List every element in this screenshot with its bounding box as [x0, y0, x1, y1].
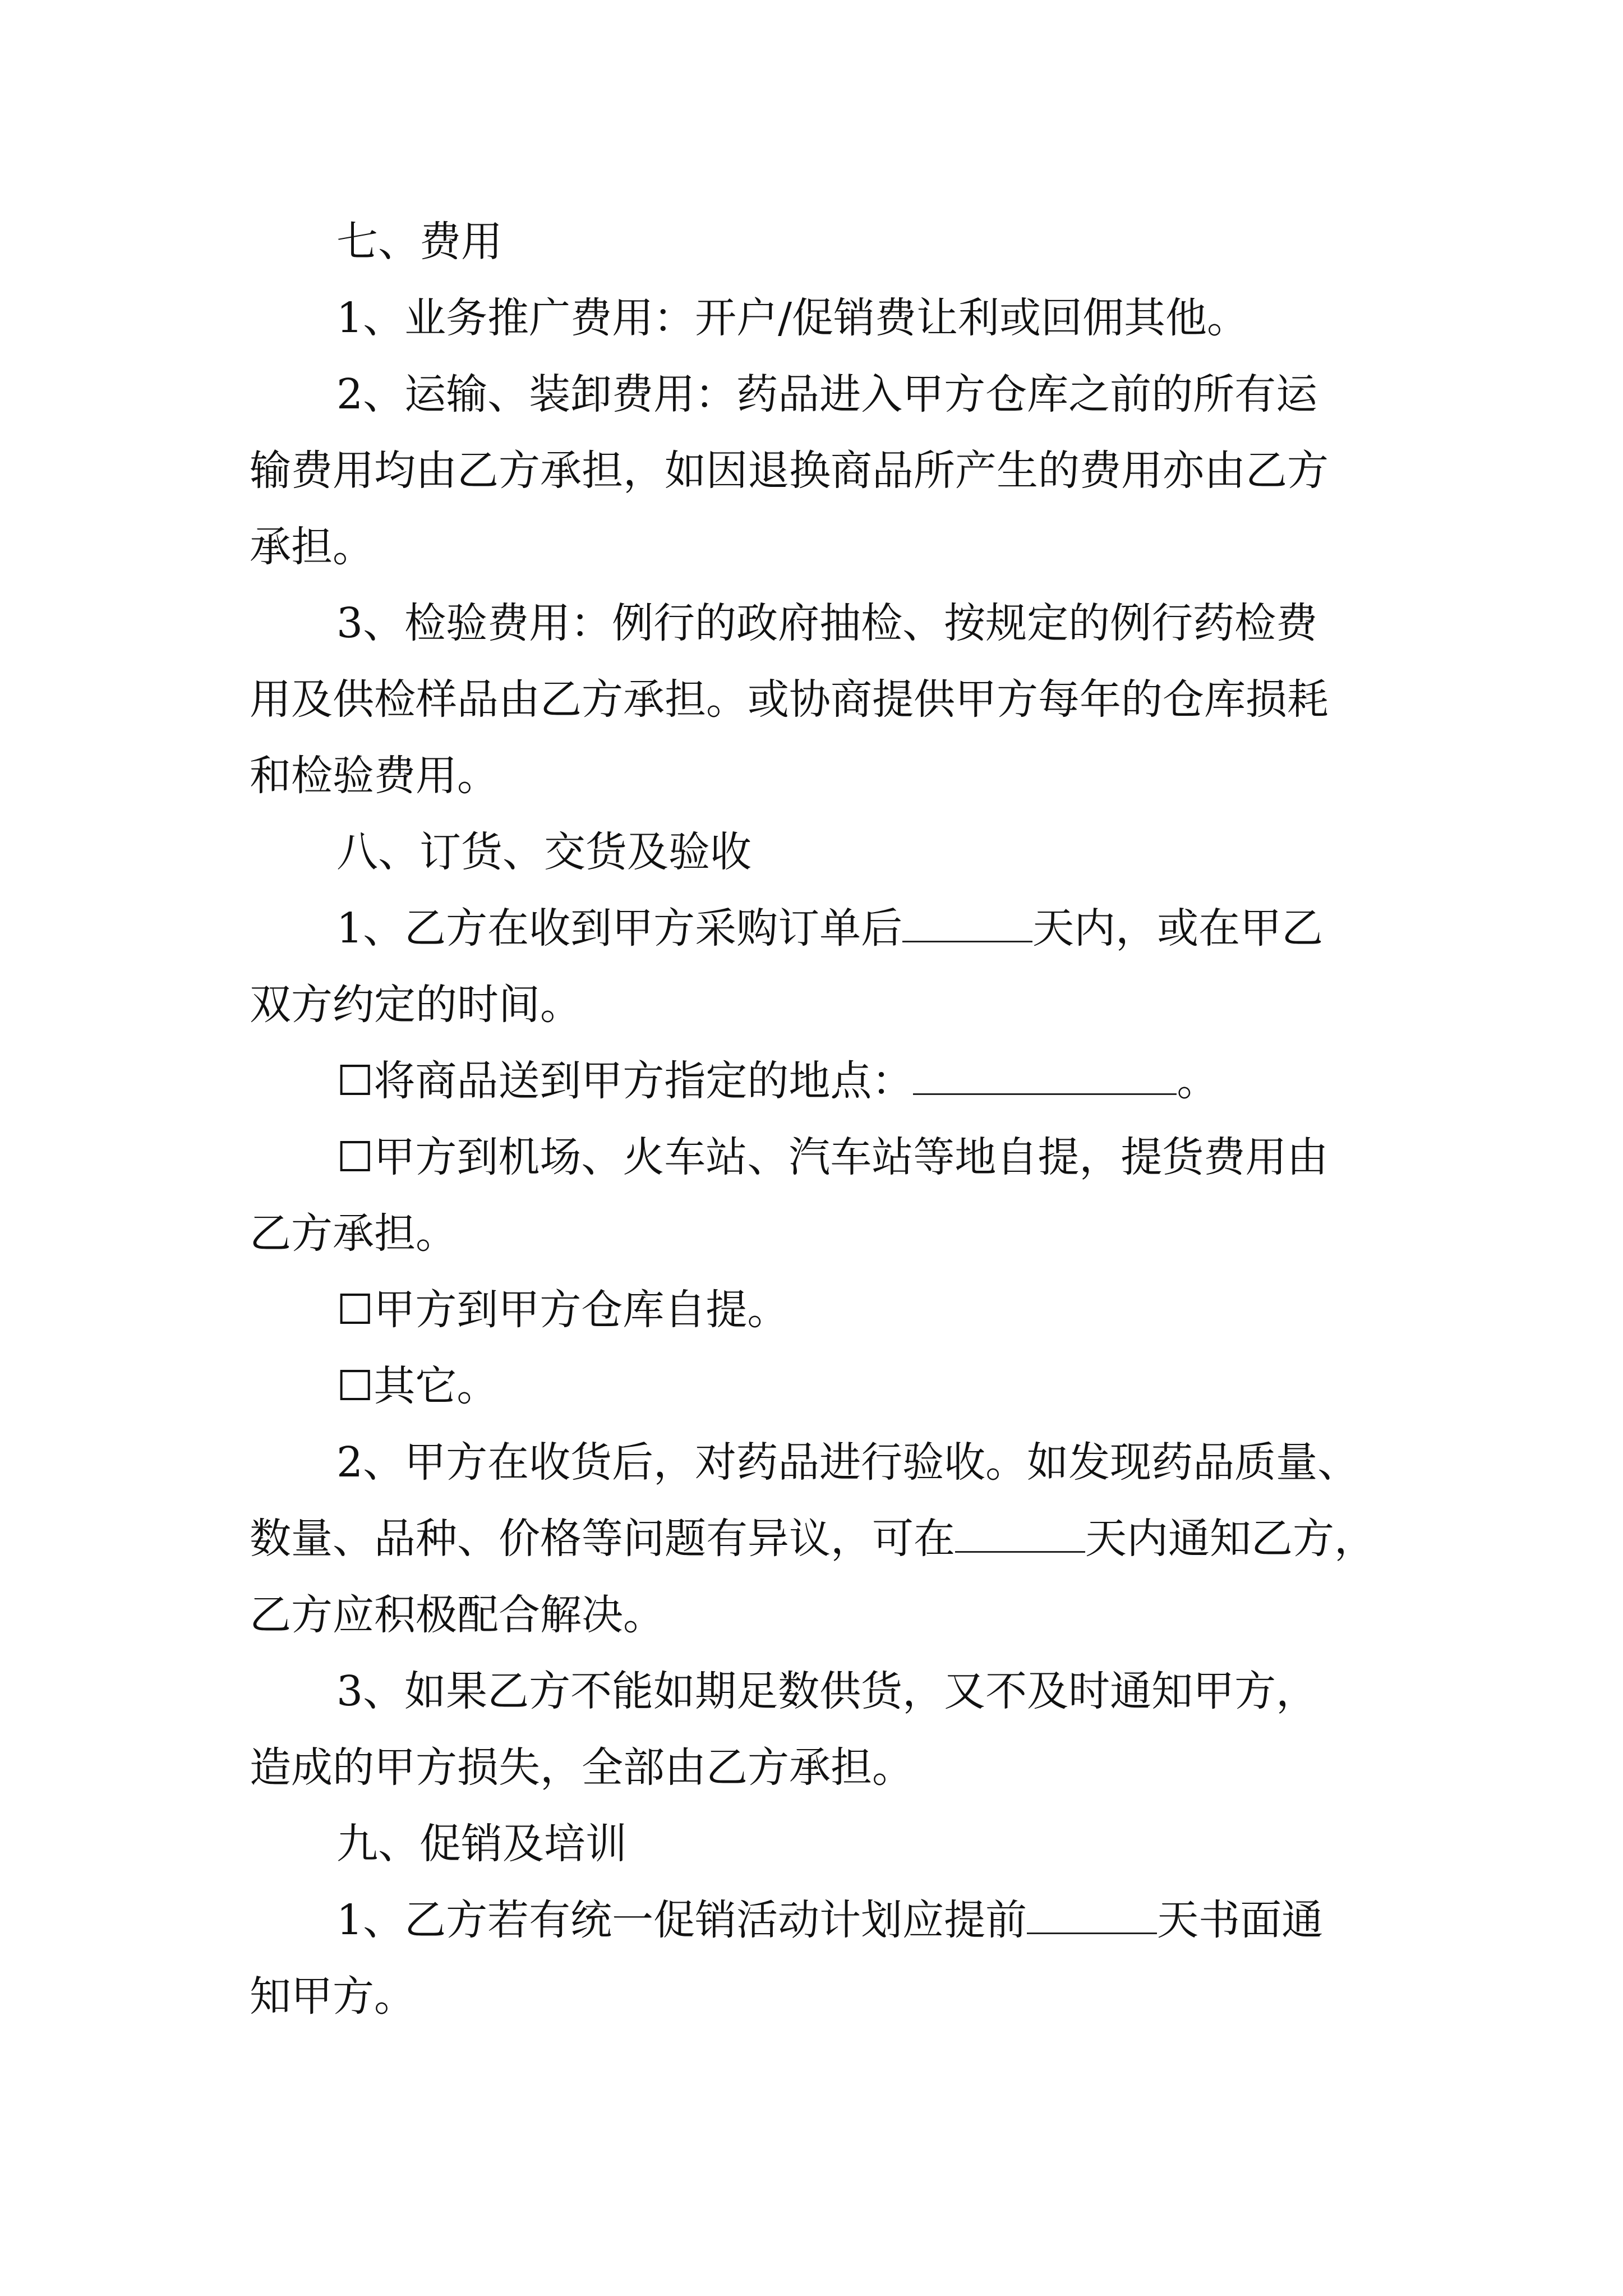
checkbox-option-warehouse-pickup: ☐甲方到甲方仓库自提。 — [336, 1286, 789, 1334]
text-segment: 数量、品种、价格等问题有异议，可在 — [250, 1515, 955, 1563]
section-heading-ordering: 八、订货、交货及验收 — [336, 828, 751, 876]
fill-blank-days — [1027, 1901, 1157, 1934]
section-heading-promotion: 九、促销及培训 — [336, 1820, 627, 1868]
paragraph-line: 造成的甲方损失，全部由乙方承担。 — [250, 1743, 914, 1792]
fill-blank-days — [902, 909, 1032, 942]
paragraph-line — [336, 1895, 1323, 1945]
paragraph-line: 和检验费用。 — [250, 752, 499, 800]
paragraph-line: 用及供检样品由乙方承担。或协商提供甲方每年的仓库损耗 — [250, 675, 1329, 724]
paragraph-line: 知甲方。 — [250, 1972, 416, 2021]
paragraph-line: 3、检验费用：例行的政府抽检、按规定的例行药检费 — [336, 599, 1318, 647]
fill-blank-location — [913, 1062, 1177, 1095]
paragraph-line: 双方约定的时间。 — [250, 981, 582, 1029]
text-segment: 1、乙方在收到甲方采购订单后 — [336, 904, 903, 953]
paragraph-line: 输费用均由乙方承担，如因退换商品所产生的费用亦由乙方 — [250, 447, 1329, 495]
checkbox-option-other: ☐其它。 — [336, 1362, 499, 1410]
paragraph-line: 承担。 — [250, 523, 374, 571]
text-segment: ☐将商品送到甲方指定的地点： — [336, 1057, 914, 1105]
paragraph-line — [336, 903, 1323, 954]
checkbox-option-station-pickup: ☐甲方到机场、火车站、汽车站等地自提，提货费用由 — [336, 1133, 1329, 1181]
text-segment: 天内，或在甲乙 — [1032, 904, 1324, 953]
checkbox-option-delivery — [336, 1056, 1218, 1106]
text-segment: 1、乙方若有统一促销活动计划应提前 — [336, 1896, 1027, 1944]
text-segment: 天书面通 — [1157, 1896, 1324, 1944]
section-heading-fees: 七、费用 — [336, 218, 502, 266]
paragraph-line: 乙方应积极配合解决。 — [250, 1591, 665, 1639]
paragraph-line: 2、运输、装卸费用：药品进入甲方仓库之前的所有运 — [336, 370, 1318, 418]
paragraph-line: 1、业务推广费用：开户/促销费让利或回佣其他。 — [336, 294, 1249, 342]
paragraph-line: 2、甲方在收货后，对药品进行验收。如发现药品质量、 — [336, 1438, 1359, 1487]
paragraph-line: 乙方承担。 — [250, 1209, 457, 1258]
paragraph-line: 3、如果乙方不能如期足数供货，又不及时通知甲方， — [336, 1667, 1318, 1715]
text-segment: 。 — [1177, 1057, 1219, 1105]
paragraph-line — [250, 1513, 1376, 1564]
fill-blank-days — [955, 1520, 1085, 1553]
text-segment: 天内通知乙方， — [1085, 1515, 1376, 1563]
